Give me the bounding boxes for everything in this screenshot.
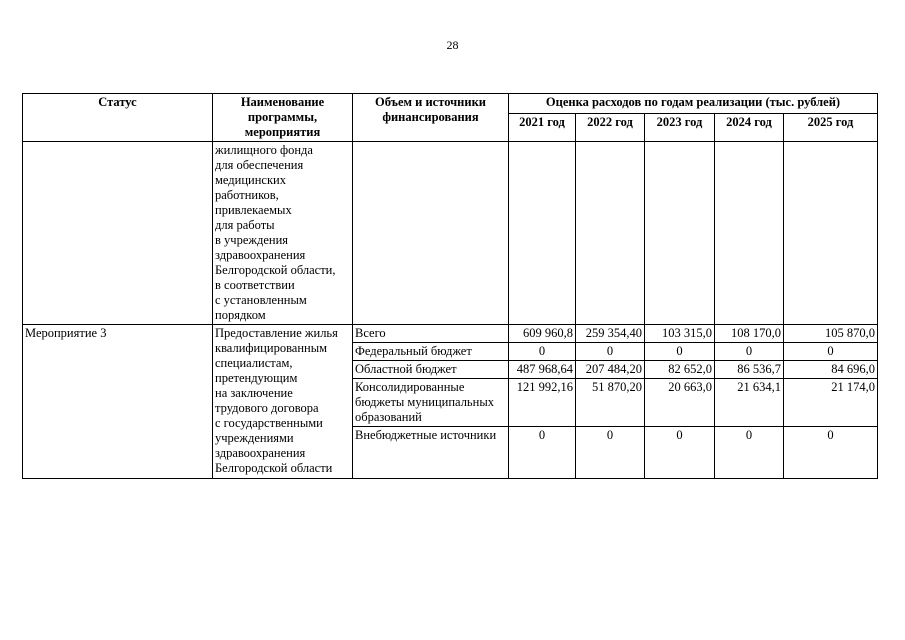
event-name-cell: Предоставление жилья квалифицированным специалистам, претендующим на заключение трудового договора с государственными учреждениями здравоохранения Белгородской области <box>213 325 353 479</box>
value-cell: 0 <box>784 343 878 361</box>
continuation-year-cell <box>645 142 715 325</box>
source-cell: Областной бюджет <box>353 361 509 379</box>
header-year-2023: 2023 год <box>645 113 715 141</box>
header-year-2025: 2025 год <box>784 113 878 141</box>
continuation-year-cell <box>509 142 576 325</box>
value-cell: 0 <box>509 427 576 479</box>
continuation-year-cell <box>784 142 878 325</box>
value-cell: 259 354,40 <box>576 325 645 343</box>
value-cell: 0 <box>784 427 878 479</box>
page-number: 28 <box>446 38 459 52</box>
continuation-year-cell <box>715 142 784 325</box>
header-estimate: Оценка расходов по годам реализации (тыс. рублей) <box>509 94 878 114</box>
header-year-2024: 2024 год <box>715 113 784 141</box>
value-cell: 0 <box>576 427 645 479</box>
source-cell: Внебюджетные источники <box>353 427 509 479</box>
budget-table <box>22 93 878 479</box>
header-finance: Объем и источники финансирования <box>353 94 509 142</box>
value-cell: 103 315,0 <box>645 325 715 343</box>
continuation-row <box>23 142 878 325</box>
event-status-cell: Мероприятие 3 <box>23 325 213 479</box>
continuation-name-cell: жилищного фонда для обеспечения медицинских работников, привлекаемых для работы в учреждения здравоохранения Белгородской области, в соответствии с установленным порядком <box>213 142 353 325</box>
continuation-year-cell <box>576 142 645 325</box>
value-cell: 0 <box>645 343 715 361</box>
continuation-status-cell <box>23 142 213 325</box>
continuation-finance-cell <box>353 142 509 325</box>
source-cell: Консолидированные бюджеты муниципальных образований <box>353 379 509 427</box>
source-cell: Федеральный бюджет <box>353 343 509 361</box>
table-row <box>23 325 878 343</box>
value-cell: 0 <box>645 427 715 479</box>
value-cell: 51 870,20 <box>576 379 645 427</box>
value-cell: 121 992,16 <box>509 379 576 427</box>
header-status: Статус <box>23 94 213 142</box>
value-cell: 0 <box>509 343 576 361</box>
value-cell: 487 968,64 <box>509 361 576 379</box>
value-cell: 609 960,8 <box>509 325 576 343</box>
value-cell: 86 536,7 <box>715 361 784 379</box>
header-year-2022: 2022 год <box>576 113 645 141</box>
value-cell: 82 652,0 <box>645 361 715 379</box>
value-cell: 108 170,0 <box>715 325 784 343</box>
source-cell: Всего <box>353 325 509 343</box>
value-cell: 20 663,0 <box>645 379 715 427</box>
value-cell: 21 634,1 <box>715 379 784 427</box>
value-cell: 207 484,20 <box>576 361 645 379</box>
value-cell: 84 696,0 <box>784 361 878 379</box>
value-cell: 21 174,0 <box>784 379 878 427</box>
header-name: Наименование программы, мероприятия <box>213 94 353 142</box>
header-year-2021: 2021 год <box>509 113 576 141</box>
value-cell: 0 <box>576 343 645 361</box>
value-cell: 0 <box>715 427 784 479</box>
value-cell: 0 <box>715 343 784 361</box>
value-cell: 105 870,0 <box>784 325 878 343</box>
